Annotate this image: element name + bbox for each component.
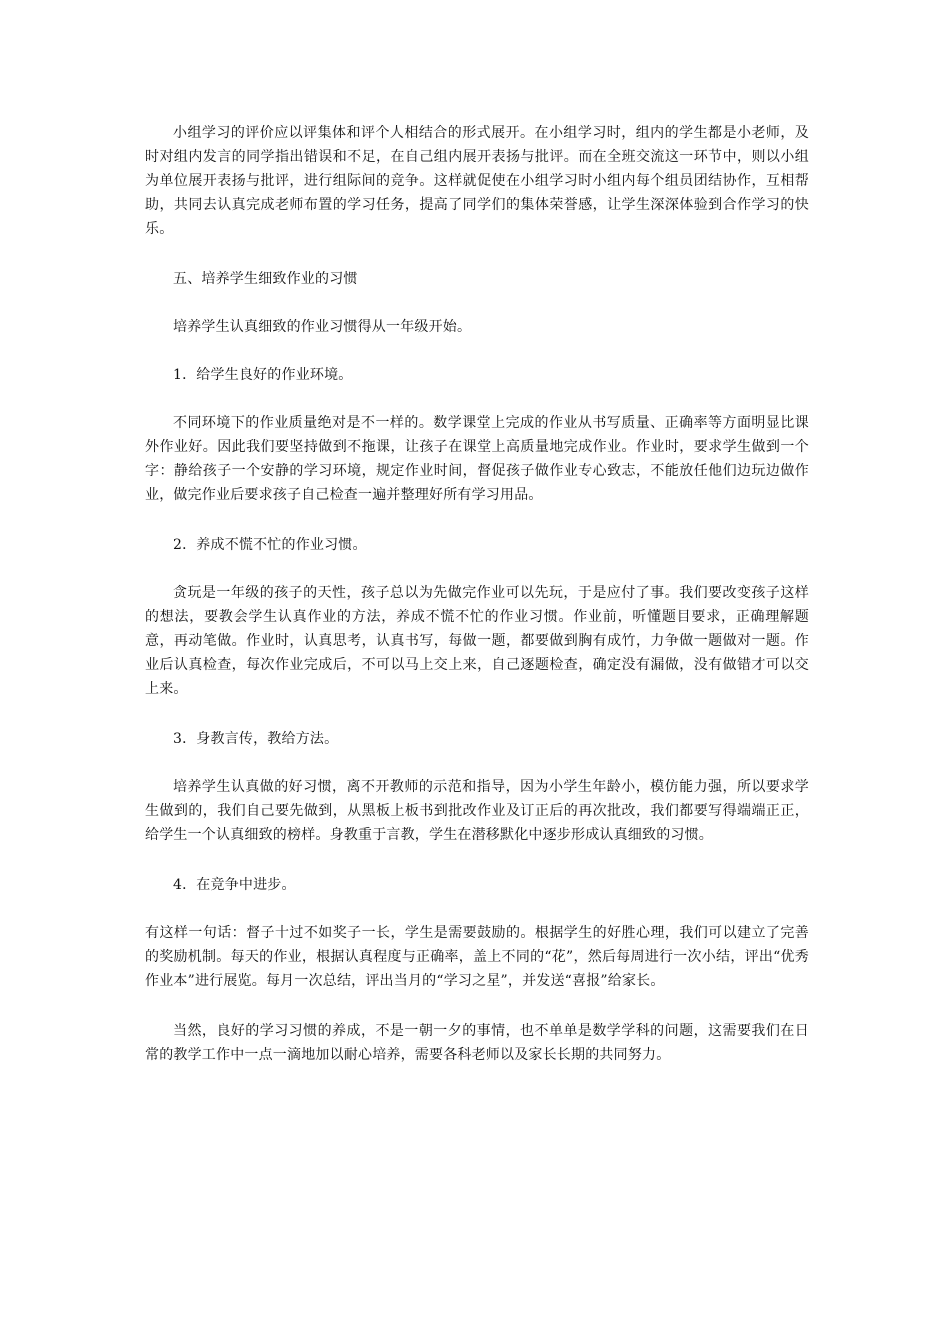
section-heading-homework-habits: 五、培养学生细致作业的习惯 [173,271,358,287]
subheading-2: 2．养成不慌不忙的作业习惯。 [173,537,367,553]
subheading-3: 3．身教言传，教给方法。 [173,731,339,747]
subheading-1: 1．给学生良好的作业环境。 [173,367,353,383]
paragraph-group-evaluation: 小组学习的评价应以评集体和评个人相结合的形式展开。在小组学习时，组内的学生都是小老师，及时对组内发言的同学指出错误和不足，在自己组内展开表扬与批评。而在全班交流这一环节中，则以小组为单位展开表扬与批评，进行组际间的竞争。这样就促使在小组学习时小组内每个组员团结协作，互相帮助，共同去认真完成老师布置的学习任务，提高了同学们的集体荣誉感，让学生深深体验到合作学习的快乐。 [145,125,809,237]
paragraph-intro: 培养学生认真细致的作业习惯得从一年级开始。 [173,319,472,335]
document-body [145,121,809,1093]
paragraph-environment: 不同环境下的作业质量绝对是不一样的。数学课堂上完成的作业从书写质量、正确率等方面明显比课外作业好。因此我们要坚持做到不拖课，让孩子在课堂上高质量地完成作业。作业时，要求学生做到一个字：静给孩子一个安静的学习环境，规定作业时间，督促孩子做作业专心致志，不能放任他们边玩边做作业，做完作业后要求孩子自己检查一遍并整理好所有学习用品。 [145,415,809,503]
subheading-4: 4．在竞争中进步。 [173,877,296,893]
paragraph-teaching-by-example: 培养学生认真做的好习惯，离不开教师的示范和指导，因为小学生年龄小，模仿能力强，所以要求学生做到的，我们自己要先做到，从黑板上板书到批改作业及订正后的再次批改，我们都要写得端端正正，给学生一个认真细致的榜样。身教重于言教，学生在潜移默化中逐步形成认真细致的习惯。 [145,779,809,843]
paragraph-competition: 有这样一句话：督子十过不如奖子一长，学生是需要鼓励的。根据学生的好胜心理，我们可以建立了完善的奖励机制。每天的作业，根据认真程度与正确率，盖上不同的“花”，然后每周进行一次小结，评出“优秀作业本”进行展览。每月一次总结，评出当月的“学习之星”，并发送“喜报”给家长。 [145,925,809,989]
paragraph-conclusion: 当然，良好的学习习惯的养成，不是一朝一夕的事情，也不单单是数学学科的问题，这需要我们在日常的教学工作中一点一滴地加以耐心培养，需要各科老师以及家长长期的共同努力。 [145,1023,809,1063]
paragraph-calm-habits: 贪玩是一年级的孩子的天性，孩子总以为先做完作业可以先玩，于是应付了事。我们要改变孩子这样的想法，要教会学生认真作业的方法，养成不慌不忙的作业习惯。作业前，听懂题目要求，正确理解题意，再动笔做。作业时，认真思考，认真书写，每做一题，都要做到胸有成竹，力争做一题做对一题。作业后认真检查，每次作业完成后，不可以马上交上来，自己逐题检查，确定没有漏做，没有做错才可以交上来。 [145,585,809,697]
